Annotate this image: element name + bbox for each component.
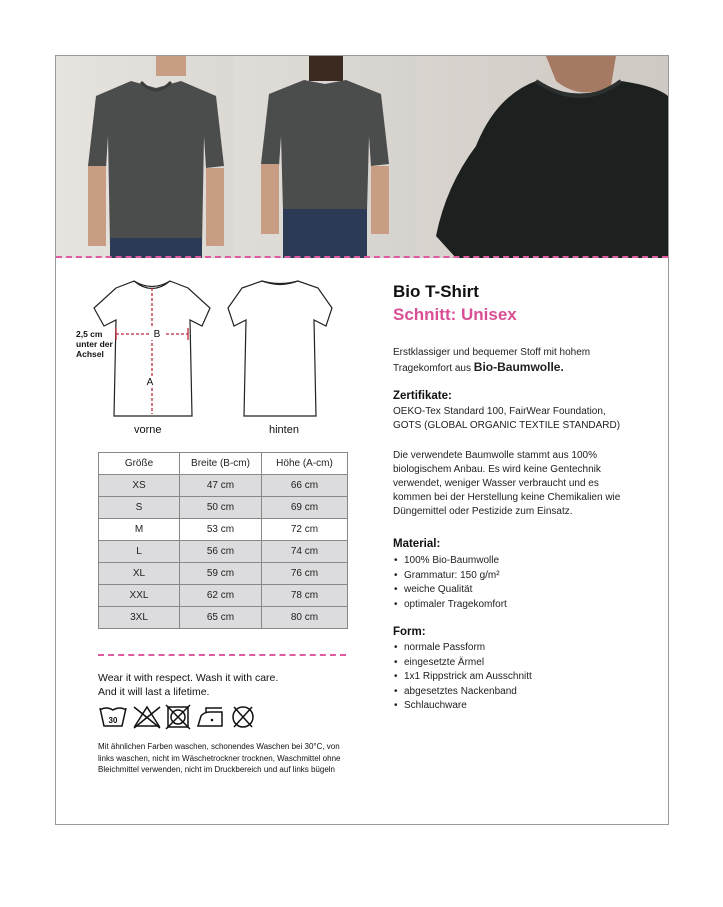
list-item: • eingesetzte Ärmel xyxy=(393,656,532,671)
intro-text-regular: Erstklassiger und bequemer Stoff mit hohem Tragekomfort aus xyxy=(393,347,591,374)
measure-note: 2,5 cm unter der Achsel xyxy=(76,329,113,359)
photo-strip xyxy=(56,56,668,258)
size-cell: XS xyxy=(99,475,180,497)
size-cell: XL xyxy=(99,563,180,585)
marker-a: A xyxy=(146,377,154,388)
height-cell: 69 cm xyxy=(262,497,348,519)
height-cell: 74 cm xyxy=(262,541,348,563)
height-cell: 76 cm xyxy=(262,563,348,585)
product-sheet xyxy=(55,55,669,825)
care-slogan xyxy=(98,671,278,699)
list-item: • Schlauchware xyxy=(393,699,532,714)
width-cell: 56 cm xyxy=(180,541,262,563)
care-slogan-line1: Wear it with respect. Wash it with care. xyxy=(98,672,279,684)
material-list xyxy=(393,554,507,612)
list-item: • 1x1 Rippstrick am Ausschnitt xyxy=(393,670,532,685)
care-slogan-line2: And it will last a lifetime. xyxy=(98,686,210,698)
header-size: Größe xyxy=(99,453,180,475)
size-table xyxy=(98,452,348,629)
table-row xyxy=(99,475,348,497)
certificates-heading: Zertifikate: xyxy=(393,390,452,402)
care-instructions: Mit ähnlichen Farben waschen, schonendes Waschen bei 30°C, von links waschen, nicht im Wäschetrockner trocknen, Waschmittel ohne Bleichmittel verwenden, nicht im Druckbereich und auf links bügeln xyxy=(98,742,341,774)
photo-front-model xyxy=(56,56,234,258)
back-shirt-outline xyxy=(228,281,332,416)
front-label: vorne xyxy=(134,424,162,436)
form-heading: Form: xyxy=(393,626,426,638)
height-cell: 78 cm xyxy=(262,585,348,607)
size-cell: L xyxy=(99,541,180,563)
size-table-header xyxy=(99,453,348,475)
height-cell: 72 cm xyxy=(262,519,348,541)
svg-text:30: 30 xyxy=(108,716,118,725)
table-row xyxy=(99,585,348,607)
size-cell: M xyxy=(99,519,180,541)
no-tumble-dry-icon xyxy=(166,705,190,729)
material-heading: Material: xyxy=(393,538,441,550)
product-title: Bio T-Shirt xyxy=(393,282,479,301)
no-bleach-icon xyxy=(134,707,160,728)
marker-b: B xyxy=(153,329,161,340)
width-cell: 59 cm xyxy=(180,563,262,585)
header-width: Breite (B-cm) xyxy=(180,453,262,475)
size-cell: S xyxy=(99,497,180,519)
intro-text-bold: Bio-Baumwolle. xyxy=(473,360,564,374)
list-item: • optimaler Tragekomfort xyxy=(393,598,507,613)
list-item: • weiche Qualität xyxy=(393,583,507,598)
width-cell: 62 cm xyxy=(180,585,262,607)
width-cell: 53 cm xyxy=(180,519,262,541)
photo-closeup xyxy=(416,56,668,258)
photo-back-model xyxy=(234,56,416,258)
width-cell: 50 cm xyxy=(180,497,262,519)
intro-text xyxy=(393,346,623,376)
table-row xyxy=(99,519,348,541)
list-item: • abgesetztes Nackenband xyxy=(393,685,532,700)
size-cell: XXL xyxy=(99,585,180,607)
table-row xyxy=(99,563,348,585)
size-cell: 3XL xyxy=(99,607,180,629)
care-divider xyxy=(98,654,346,656)
photo-divider xyxy=(56,256,668,258)
no-dry-clean-icon xyxy=(233,707,253,727)
list-item: • Grammatur: 150 g/m² xyxy=(393,569,507,584)
table-row xyxy=(99,541,348,563)
list-item: • normale Passform xyxy=(393,641,532,656)
table-row xyxy=(99,607,348,629)
certificates-text: OEKO-Tex Standard 100, FairWear Foundation, GOTS (GLOBAL ORGANIC TEXTILE STANDARD) xyxy=(393,406,621,431)
width-cell: 65 cm xyxy=(180,607,262,629)
product-subtitle: Schnitt: Unisex xyxy=(393,305,517,324)
form-list xyxy=(393,641,532,714)
care-symbols xyxy=(98,704,268,732)
table-row xyxy=(99,497,348,519)
width-cell: 47 cm xyxy=(180,475,262,497)
list-item: • 100% Bio-Baumwolle xyxy=(393,554,507,569)
iron-low-icon xyxy=(198,708,222,726)
header-height: Höhe (A-cm) xyxy=(262,453,348,475)
wash-30-icon xyxy=(100,708,126,726)
description-text: Die verwendete Baumwolle stammt aus 100% biologischem Anbau. Es wird keine Gentechnik verwendet, weniger Wasser verbraucht und es kommen bei der Herstellung keine Chemikalien wie Düngemittel oder Pestizide zum Einsatz. xyxy=(393,450,621,517)
back-label: hinten xyxy=(269,424,299,436)
height-cell: 80 cm xyxy=(262,607,348,629)
height-cell: 66 cm xyxy=(262,475,348,497)
